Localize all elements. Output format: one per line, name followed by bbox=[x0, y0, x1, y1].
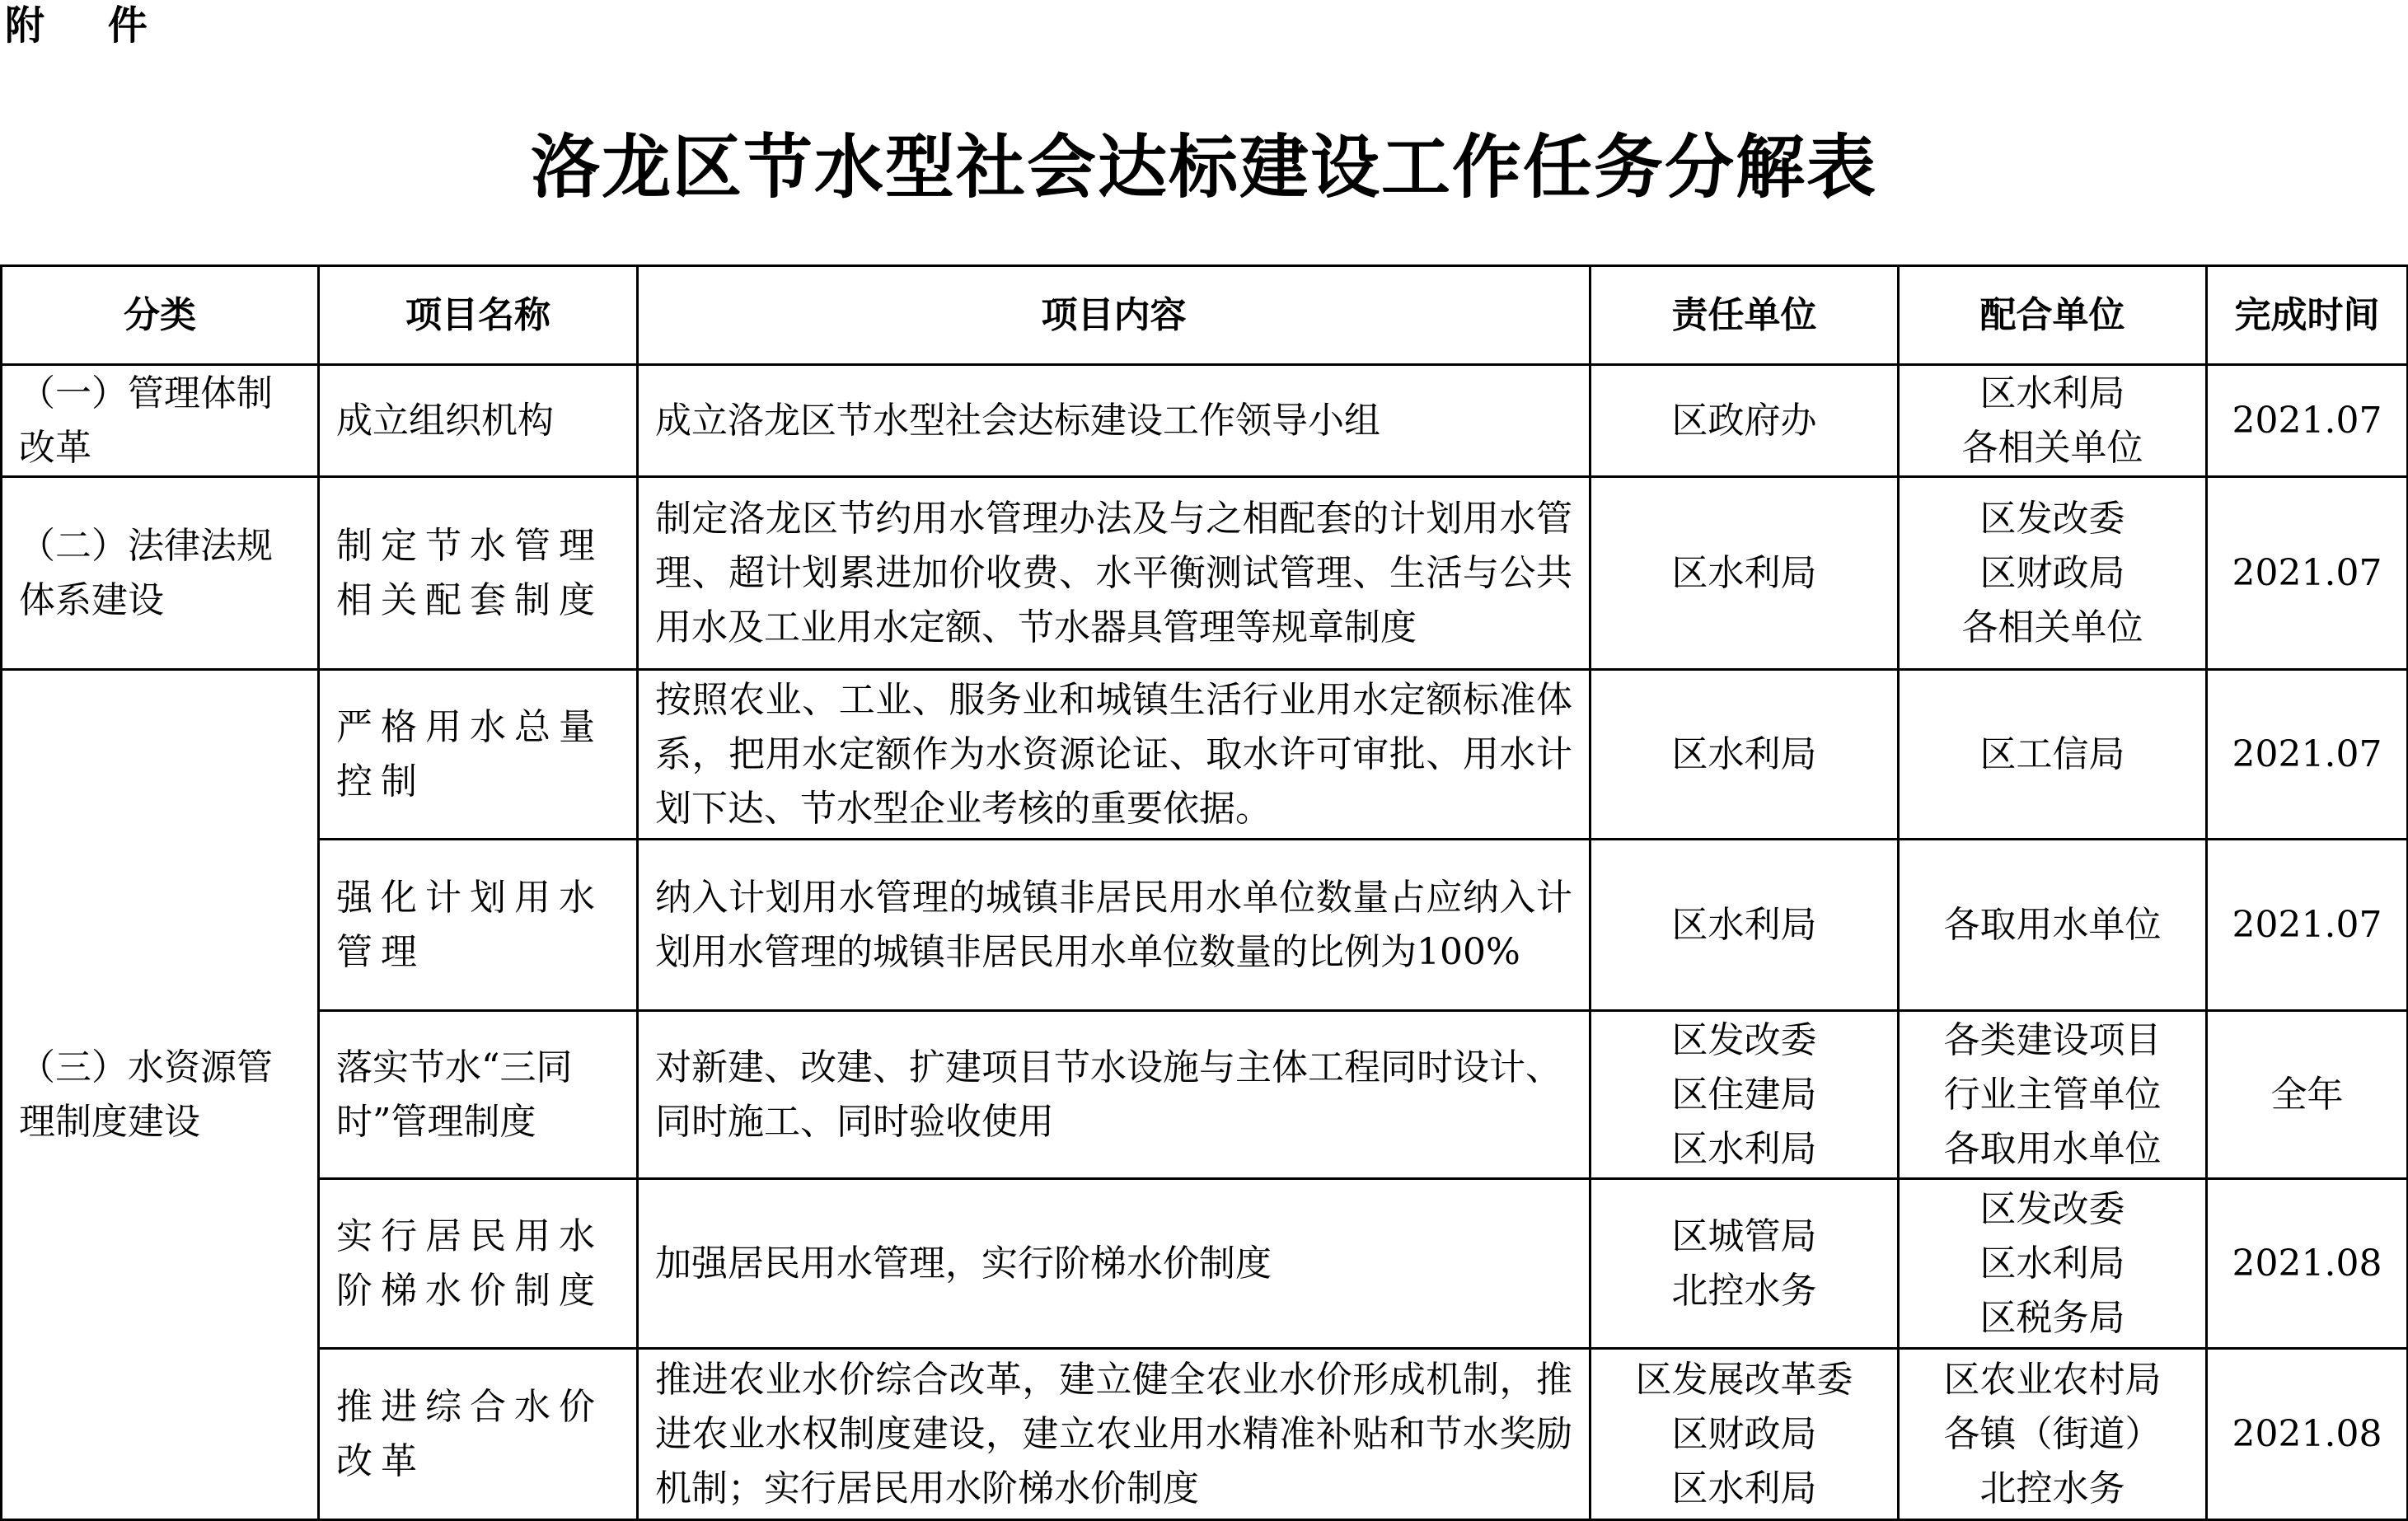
project-content-cell: 对新建、改建、扩建项目节水设施与主体工程同时设计、同时施工、同时验收使用 bbox=[638, 1011, 1590, 1179]
task-breakdown-table bbox=[0, 264, 2408, 1521]
table-row bbox=[2, 670, 2408, 840]
header-deadline: 完成时间 bbox=[2207, 266, 2408, 365]
deadline-cell: 2021.07 bbox=[2207, 840, 2408, 1011]
project-content-cell: 成立洛龙区节水型社会达标建设工作领导小组 bbox=[638, 365, 1590, 477]
project-content-cell: 加强居民用水管理，实行阶梯水价制度 bbox=[638, 1179, 1590, 1349]
deadline-cell: 2021.08 bbox=[2207, 1349, 2408, 1520]
header-responsible-unit: 责任单位 bbox=[1590, 266, 1899, 365]
project-content-cell: 按照农业、工业、服务业和城镇生活行业用水定额标准体系，把用水定额作为水资源论证、取水许可审批、用水计划下达、节水型企业考核的重要依据。 bbox=[638, 670, 1590, 840]
responsible-unit-cell: 区城管局 北控水务 bbox=[1590, 1179, 1899, 1349]
cooperating-unit-cell: 各类建设项目 行业主管单位 各取用水单位 bbox=[1899, 1011, 2207, 1179]
project-name-cell: 严格用水总量控制 bbox=[319, 670, 638, 840]
project-content-cell: 纳入计划用水管理的城镇非居民用水单位数量占应纳入计划用水管理的城镇非居民用水单位数量的比例为100% bbox=[638, 840, 1590, 1011]
document-title: 洛龙区节水型社会达标建设工作任务分解表 bbox=[530, 126, 1877, 208]
header-cooperating-unit: 配合单位 bbox=[1899, 266, 2207, 365]
deadline-cell: 2021.07 bbox=[2207, 477, 2408, 670]
responsible-unit-cell: 区政府办 bbox=[1590, 365, 1899, 477]
deadline-cell: 2021.07 bbox=[2207, 365, 2408, 477]
deadline-cell: 2021.07 bbox=[2207, 670, 2408, 840]
cooperating-unit-cell: 各取用水单位 bbox=[1899, 840, 2207, 1011]
project-name-cell: 推进综合水价改革 bbox=[319, 1349, 638, 1520]
cooperating-unit-cell: 区发改委 区财政局 各相关单位 bbox=[1899, 477, 2207, 670]
cooperating-unit-cell: 区工信局 bbox=[1899, 670, 2207, 840]
deadline-cell: 全年 bbox=[2207, 1011, 2408, 1179]
cooperating-unit-cell: 区农业农村局 各镇（街道） 北控水务 bbox=[1899, 1349, 2207, 1520]
table-row bbox=[2, 840, 2408, 1011]
responsible-unit-cell: 区水利局 bbox=[1590, 840, 1899, 1011]
header-project-name: 项目名称 bbox=[319, 266, 638, 365]
table-row bbox=[2, 1011, 2408, 1179]
cooperating-unit-cell: 区水利局 各相关单位 bbox=[1899, 365, 2207, 477]
project-name-cell: 成立组织机构 bbox=[319, 365, 638, 477]
responsible-unit-cell: 区水利局 bbox=[1590, 477, 1899, 670]
project-name-cell: 实行居民用水阶梯水价制度 bbox=[319, 1179, 638, 1349]
table-row bbox=[2, 1349, 2408, 1520]
responsible-unit-cell: 区发展改革委 区财政局 区水利局 bbox=[1590, 1349, 1899, 1520]
responsible-unit-cell: 区发改委 区住建局 区水利局 bbox=[1590, 1011, 1899, 1179]
table-row bbox=[2, 365, 2408, 477]
header-category: 分类 bbox=[2, 266, 319, 365]
project-name-cell: 制定节水管理相关配套制度 bbox=[319, 477, 638, 670]
project-name-cell: 强化计划用水管理 bbox=[319, 840, 638, 1011]
table-row bbox=[2, 1179, 2408, 1349]
project-name-cell: 落实节水“三同时”管理制度 bbox=[319, 1011, 638, 1179]
deadline-cell: 2021.08 bbox=[2207, 1179, 2408, 1349]
project-content-cell: 推进农业水价综合改革，建立健全农业水价形成机制，推进农业水权制度建设，建立农业用水精准补贴和节水奖励机制；实行居民用水阶梯水价制度 bbox=[638, 1349, 1590, 1520]
category-cell: （一）管理体制改革 bbox=[2, 365, 319, 477]
table-row bbox=[2, 477, 2408, 670]
responsible-unit-cell: 区水利局 bbox=[1590, 670, 1899, 840]
category-cell: （二）法律法规体系建设 bbox=[2, 477, 319, 670]
table-header-row bbox=[2, 266, 2408, 365]
category-cell: （三）水资源管理制度建设 bbox=[2, 670, 319, 1520]
project-content-cell: 制定洛龙区节约用水管理办法及与之相配套的计划用水管理、超计划累进加价收费、水平衡测试管理、生活与公共用水及工业用水定额、节水器具管理等规章制度 bbox=[638, 477, 1590, 670]
attachment-label: 附 件 bbox=[5, 2, 172, 49]
cooperating-unit-cell: 区发改委 区水利局 区税务局 bbox=[1899, 1179, 2207, 1349]
header-project-content: 项目内容 bbox=[638, 266, 1590, 365]
